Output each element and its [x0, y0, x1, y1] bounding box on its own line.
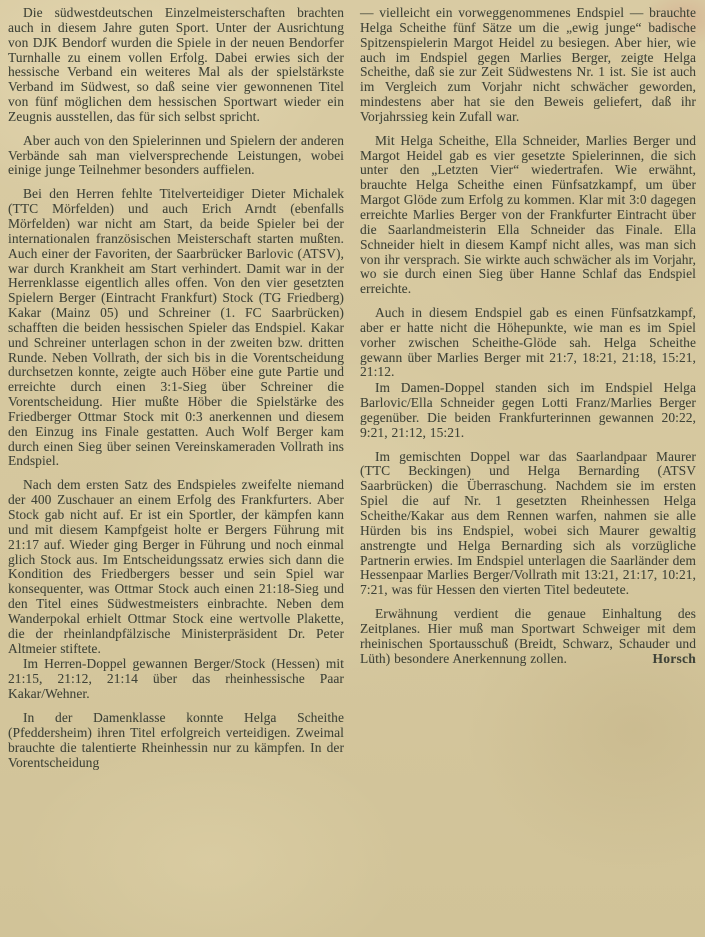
paragraph — [360, 6, 696, 125]
paragraph-text: Aber auch von den Spielerinnen und Spielern der anderen Verbände sah man vielversprechende Leistungen, wobei einige junge Teilnehmer besonders auffielen. — [8, 132, 344, 178]
paragraph — [360, 381, 696, 440]
paragraph-text: Die südwestdeutschen Einzelmeisterschaften brachten auch in diesem Jahre guten Sport. Unter der Ausrichtung von DJK Bendorf wurden die Spiele in der neuen Bendorfer Turnhalle zu einem vollen Erfolg. Dabei erwies sich der hessische Verband ein weiteres Mal als der spielstärkste Verband im Südwest, so daß seine vier gewonnenen Titel von fünf möglichen dem hessischen Sportwart wieder ein Zeugnis ausstellen, das für sich selbst spricht. — [8, 5, 344, 124]
paragraph — [360, 306, 696, 380]
author-signature: Horsch — [652, 650, 696, 666]
paragraph-text: Auch in diesem Endspiel gab es einen Fünfsatzkampf, aber er hatte nicht die Höhepunkte, wie man es im Spiel vorher zwischen Scheithe-Glöde sah. Helga Scheithe gewann über Marlies Berger mit 21:7, 18:21, 21:18, 15:21, 21:12. — [360, 305, 696, 380]
paragraph-text: Nach dem ersten Satz des Endspieles zweifelte niemand der 400 Zuschauer an einem Erfolg des Frankfurters. Aber Stock gab nicht auf. Er ist ein Sportler, der kämpfen kann und mit diesem Kampfgeist holte er Bergers Führung mit 21:17 auf. Wieder ging Berger in Führung und noch einmal glich Stock aus. Im Entscheidungssatz erwies sich dann die Kondition des Friedbergers besser und sein Spiel war konsequenter, was Ottmar Stock auch einen 21:18-Sieg und den Titel eines Südwestmeisters einbrachte. Neben dem Wanderpokal erhielt Ottmar Stock eine wertvolle Plakette, die der rheinlandpfälzische Ministerpräsident Dr. Peter Altmeier stiftete. — [8, 477, 344, 656]
paragraph-text: Erwähnung verdient die genaue Einhaltung des Zeitplanes. Hier muß man Sportwart Schweiger mit dem rheinischen Sportausschuß (Breidt, Schwarz, Schauder und Lüth) besondere Anerkennung zollen. — [360, 606, 696, 666]
paragraph — [8, 478, 344, 656]
paragraph — [8, 657, 344, 702]
paragraph — [360, 134, 696, 297]
paragraph-text: Bei den Herren fehlte Titelverteidiger Dieter Michalek (TTC Mörfelden) und auch Erich Arndt (ebenfalls Mörfelden) war nicht am Start, da beide Spieler bei der internationalen französischen Meisterschaft starten mußten. Auch einer der Favoriten, der Saarbrücker Barlovic (ATSV), war durch Krankheit am Start verhindert. Damit war in der Herrenklasse eigentlich alles offen. Von den vier gesetzten Spielern Berger (Eintracht Frankfurt) Stock (TG Friedberg) Kakar (Mainz 05) und Schreiner (1. FC Saarbrücken) schafften die beiden hessischen Spieler das Endspiel. Kakar und Schreiner unterlagen schon in der zweiten bzw. dritten Runde. Neben Vollrath, der sich bis in die Vorentscheidung durchsetzen konnte, zeigte auch Höber eine gute Partie und erreichte durch einen 3:1-Sieg über Schreiner die Vorentscheidung. Hier mußte Höber die Spielstärke des Friedberger Ottmar Stock mit 0:3 anerkennen und diesem den Einzug ins Finale gestatten. Auch Wolf Berger kam durch einen Sieg über seinen Vereinskameraden Vollrath ins Endspiel. — [8, 186, 344, 469]
article-column-right — [360, 6, 696, 770]
paragraph — [8, 134, 344, 179]
paragraph-text: Im Damen-Doppel standen sich im Endspiel Helga Barlovic/Ella Schneider gegen Lotti Franz/Marlies Berger gegenüber. Die beiden Frankfurterinnen gewannen 20:22, 9:21, 21:12, 15:21. — [360, 380, 696, 440]
paragraph — [8, 6, 344, 125]
article-column-left — [8, 6, 344, 770]
paragraph — [360, 450, 696, 598]
paragraph — [8, 711, 344, 770]
paragraph-text: Im gemischten Doppel war das Saarlandpaar Maurer (TTC Beckingen) und Helga Bernarding (ATSV Saarbrücken) die Überraschung. Nachdem sie im ersten Spiel die auf Nr. 1 gesetzten Rheinhessen Helga Scheithe/Kakar aus dem Rennen warfen, nahmen sie alle Hürden bis ins Endspiel, wobei sich Maurer gewaltig anstrengte und Helga Bernarding sich als vorzügliche Partnerin erwies. Im Endspiel unterlagen die Saarländer dem Hessenpaar Marlies Berger/Vollrath mit 13:21, 21:17, 10:21, 7:21, was für Hessen den vierten Titel bedeutete. — [360, 448, 696, 598]
paragraph-text: — vielleicht ein vorweggenommenes Endspiel — brauchte Helga Scheithe fünf Sätze um die „ewig junge“ badische Spitzenspielerin Margot Heidel zu besiegen. Aber hier, wie auch im Endspiel gegen Marlies Berger, zeigte Helga Scheithe, daß sie zur Zeit Südwestens Nr. 1 ist. Sie ist auch im Vergleich zum Vorjahr nicht schwächer geworden, mindestens aber hat sie den Beweis geliefert, daß ihr Vorjahrssieg kein Zufall war. — [360, 5, 696, 124]
paragraph-text: Mit Helga Scheithe, Ella Schneider, Marlies Berger und Margot Heidel gab es vier gesetzte Spielerinnen, die sich unter den „Letzten Vier“ wiedertrafen. Wie erwähnt, brauchte Helga Scheithe einen Fünfsatzkampf, um über Margot Glöde zum Erfolg zu kommen. Klar mit 3:0 dagegen erreichte Marlies Berger von der Frankfurter Eintracht über die Saarlandmeisterin Ella Schneider das Finale. Ella Schneider hielt in diesem Kampf nicht alles, was man sich von ihr versprach. Sie wirkte auch schwächer als im Vorjahr, wo sie durch einen Sieg über Hanne Schlaf das Endspiel erreichte. — [360, 132, 696, 297]
paragraph — [8, 187, 344, 469]
paragraph-text: In der Damenklasse konnte Helga Scheithe (Pfeddersheim) ihren Titel erfolgreich verteidigen. Zweimal brauchte die talentierte Rheinhessin nur zu kämpfen. In der Vorentscheidung — [8, 709, 344, 770]
paragraph-text: Im Herren-Doppel gewannen Berger/Stock (Hessen) mit 21:15, 21:12, 21:14 über das rheinhessische Paar Kakar/Wehner. — [8, 656, 344, 702]
paragraph — [360, 607, 696, 666]
